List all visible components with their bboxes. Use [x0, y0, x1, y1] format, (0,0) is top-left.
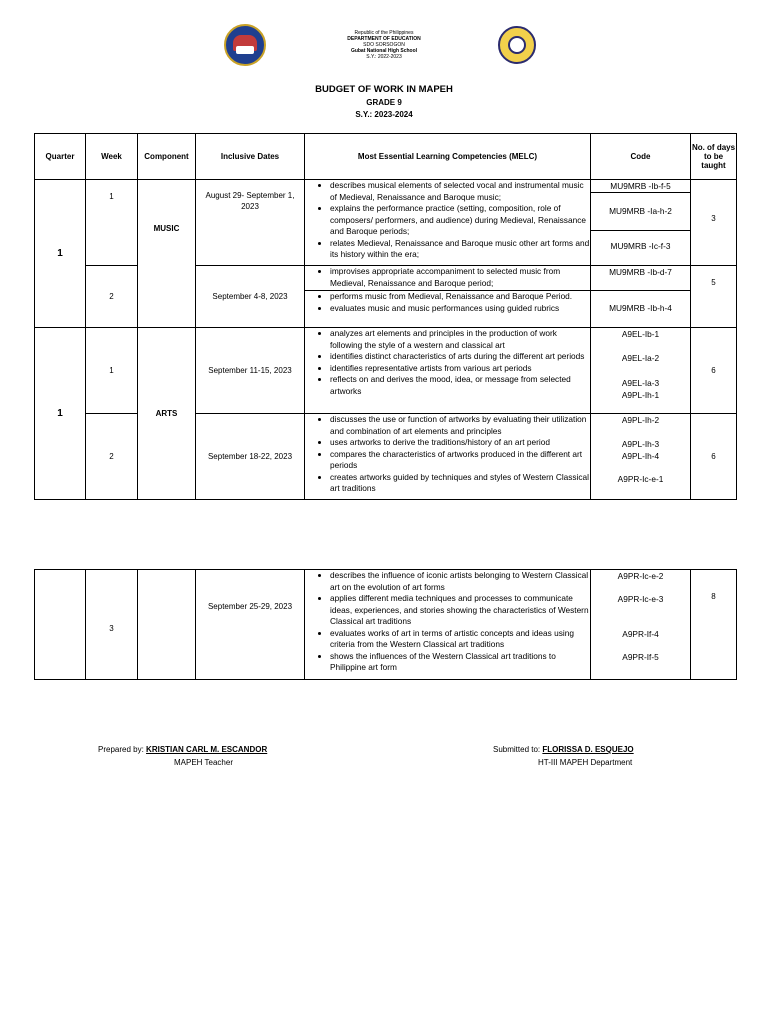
melc-cell [305, 328, 591, 414]
dates-cell: September 11-15, 2023 [196, 328, 305, 414]
code-cell [591, 266, 691, 328]
days-cell: 5 [691, 266, 737, 328]
code-value: A9PL-Ih-1 [621, 390, 660, 400]
days-cell: 6 [691, 328, 737, 414]
competency-item: • identifies representative artists from various art periods [330, 363, 590, 375]
prepared-by-block [98, 745, 267, 754]
code-value: A9PR-Ic-e-1 [617, 474, 664, 484]
melc-cell [305, 180, 591, 266]
submitted-to-label: Submitted to: [493, 745, 541, 754]
grade-label: GRADE 9 [366, 98, 402, 107]
code-value: A9PR-If-4 [622, 629, 659, 639]
competency-item: • compares the characteristics of artworks produced in the different art periods [330, 449, 590, 472]
prepared-by-label: Prepared by: [98, 745, 144, 754]
competency-item: • relates Medieval, Renaissance and Baroque music other art forms and its history within the era; [330, 238, 590, 261]
document-title: BUDGET OF WORK IN MAPEH [315, 84, 453, 95]
code-cell [591, 414, 691, 500]
week-cell: 2 [86, 266, 138, 328]
competency-item: • performs music from Medieval, Renaissance and Baroque Period. [330, 291, 590, 303]
table-row [35, 328, 737, 414]
col-header-days: No. of days to be taught [691, 134, 737, 180]
melc-cell [305, 570, 591, 680]
code-value: A9PL-Ih-2 [621, 415, 660, 425]
week-cell: 3 [86, 570, 138, 680]
competency-item: • discusses the use or function of artworks by evaluating their utilization and combination of art elements and principles [330, 414, 590, 437]
competency-item: • improvises appropriate accompaniment to selected music from Medieval, Renaissance and Baroque period; [330, 266, 590, 289]
component-cell: ARTS [138, 328, 196, 500]
agency-line: SDO SORSOGON [363, 42, 405, 48]
agency-line: Republic of the Philippines [354, 30, 414, 36]
budget-of-work-table-continued [34, 569, 737, 680]
code-value: A9PL-Ih-3 [621, 439, 660, 449]
col-header-code: Code [591, 134, 691, 180]
school-year-label: S.Y.: 2023-2024 [355, 110, 413, 119]
code-value: A9EL-Ia-3 [621, 378, 660, 388]
competency-item: • analyzes art elements and principles in the production of work following the style of a western and classical art [330, 328, 590, 351]
dates-cell: September 25-29, 2023 [196, 570, 305, 680]
table-header-row [35, 134, 737, 180]
code-value: A9EL-Ib-1 [621, 329, 660, 339]
week-cell: 1 [86, 180, 138, 266]
competency-item: • uses artworks to derive the traditions/history of an art period [330, 437, 590, 449]
code-value: A9PR-Ic-e-3 [617, 594, 664, 604]
quarter-cell [35, 570, 86, 680]
code-value: MU9MRB -Ic-f-3 [610, 241, 671, 251]
agency-line: DEPARTMENT OF EDUCATION [347, 36, 421, 42]
competency-item: • reflects on and derives the mood, idea, or message from selected artworks [330, 374, 590, 397]
dates-cell: September 18-22, 2023 [196, 414, 305, 500]
week-cell: 2 [86, 414, 138, 500]
quarter-cell: 1 [35, 328, 86, 500]
competency-item: • identifies distinct characteristics of arts during the different art periods [330, 351, 590, 363]
budget-of-work-table [34, 133, 737, 500]
code-value: MU9MRB -Ib-h-4 [609, 303, 672, 313]
document-header [0, 0, 768, 130]
code-cell [591, 328, 691, 414]
competency-item: • evaluates music and music performances using guided rubrics [330, 303, 590, 315]
col-header-component: Component [138, 134, 196, 180]
code-value: A9PL-Ih-4 [621, 451, 660, 461]
competency-item: • explains the performance practice (setting, composition, role of composers/ performers, and audience) during Medieval, Renaissance and Baroque periods; [330, 203, 590, 238]
days-cell: 6 [691, 414, 737, 500]
agency-line: S.Y.: 2022-2023 [366, 54, 402, 60]
competency-item: • creates artworks guided by techniques and styles of Western Classical art traditions [330, 472, 590, 495]
prepared-by-name: KRISTIAN CARL M. ESCANDOR [146, 745, 268, 754]
agency-line: Gubat National High School [350, 48, 418, 54]
prepared-by-title: MAPEH Teacher [174, 758, 233, 767]
col-header-week: Week [86, 134, 138, 180]
col-header-quarter: Quarter [35, 134, 86, 180]
competency-item: • describes the influence of iconic artists belonging to Western Classical art on the evolution of art forms [330, 570, 590, 593]
days-cell: 8 [691, 570, 737, 680]
submitted-to-name: FLORISSA D. ESQUEJO [542, 745, 634, 754]
code-value: MU9MRB -Ia-h-2 [609, 206, 672, 216]
melc-cell [305, 266, 591, 328]
code-value: A9PR-Ic-e-2 [617, 571, 664, 581]
dates-cell: August 29- September 1, 2023 [196, 180, 305, 266]
code-cell [591, 570, 691, 680]
code-value: A9EL-Ia-2 [621, 353, 660, 363]
competency-item: • applies different media techniques and processes to communicate ideas, experiences, and stories showing the characteristics of Western Classical art traditions [330, 593, 590, 628]
table-row [35, 570, 737, 680]
code-cell [591, 180, 691, 266]
code-value: A9PR-If-5 [622, 652, 659, 662]
melc-cell [305, 414, 591, 500]
quarter-cell: 1 [35, 180, 86, 328]
col-header-melc: Most Essential Learning Competencies (MELC) [305, 134, 591, 180]
submitted-to-title: HT-III MAPEH Department [538, 758, 633, 767]
deped-seal-logo [224, 24, 266, 66]
component-cell [138, 570, 196, 680]
competency-item: • shows the influences of the Western Classical art traditions to Philippine art form [330, 651, 590, 674]
dates-cell: September 4-8, 2023 [196, 266, 305, 328]
days-cell: 3 [691, 180, 737, 266]
col-header-dates: Inclusive Dates [196, 134, 305, 180]
school-seal-logo [498, 26, 536, 64]
submitted-to-block [493, 745, 634, 754]
code-value: MU9MRB -Ib-f-5 [591, 180, 690, 193]
component-cell: MUSIC [138, 180, 196, 328]
table-row [35, 180, 737, 266]
competency-item: • evaluates works of art in terms of artistic concepts and ideas using criteria from the Western Classical art traditions [330, 628, 590, 651]
code-value: MU9MRB -Ib-d-7 [591, 266, 690, 291]
competency-item: • describes musical elements of selected vocal and instrumental music of Medieval, Renaissance and Baroque music; [330, 180, 590, 203]
week-cell: 1 [86, 328, 138, 414]
